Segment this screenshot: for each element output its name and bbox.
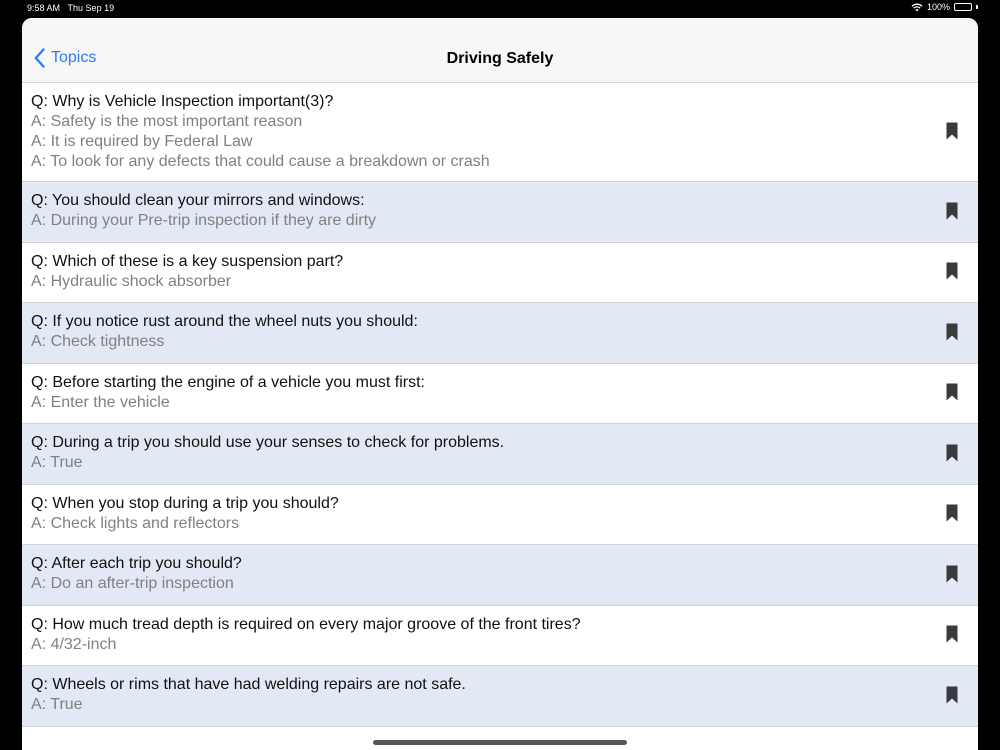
answer-text: A: Do an after-trip inspection — [31, 575, 234, 592]
question-list — [22, 83, 978, 727]
question-text: Q: How much tread depth is required on every major groove of the front tires? — [31, 615, 581, 633]
bookmark-icon[interactable] — [946, 262, 958, 280]
wifi-icon — [911, 3, 923, 12]
status-date: Thu Sep 19 — [67, 3, 115, 13]
status-bar — [0, 0, 1000, 18]
list-item[interactable] — [22, 666, 978, 727]
bookmark-icon[interactable] — [946, 625, 958, 643]
question-text: Q: Before starting the engine of a vehicle you must first: — [31, 373, 425, 391]
navigation-bar — [22, 18, 978, 83]
list-item[interactable] — [22, 424, 978, 485]
bookmark-icon[interactable] — [946, 202, 958, 220]
home-indicator[interactable] — [373, 740, 627, 745]
answer-text: A: Check tightness — [31, 333, 165, 350]
answer-text: A: True — [31, 454, 83, 471]
question-text: Q: You should clean your mirrors and windows: — [31, 192, 365, 209]
list-item[interactable] — [22, 83, 978, 182]
list-item[interactable] — [22, 243, 978, 304]
answer-text: A: Hydraulic shock absorber — [31, 272, 232, 290]
answer-text: A: Enter the vehicle — [31, 393, 170, 411]
back-button-label: Topics — [51, 49, 97, 66]
status-clock: 9:58 AM — [27, 3, 61, 13]
answer-text: A: During your Pre-trip inspection if they are dirty — [31, 212, 377, 229]
main-sheet — [22, 18, 978, 750]
bookmark-icon[interactable] — [946, 122, 958, 140]
bookmark-icon[interactable] — [946, 565, 958, 583]
answer-text: A: It is required by Federal Law — [31, 133, 253, 150]
answer-text: A: Safety is the most important reason — [31, 113, 303, 130]
list-item[interactable] — [22, 606, 978, 667]
status-indicators — [911, 2, 978, 12]
bookmark-icon[interactable] — [946, 383, 958, 401]
question-text: Q: After each trip you should? — [31, 555, 242, 572]
question-text: Q: If you notice rust around the wheel nuts you should: — [31, 313, 418, 330]
answer-text: A: To look for any defects that could cause a breakdown or crash — [31, 153, 490, 170]
question-text: Q: Which of these is a key suspension part? — [31, 252, 344, 270]
page-title: Driving Safely — [446, 50, 554, 67]
battery-icon — [954, 3, 972, 11]
list-item[interactable] — [22, 303, 978, 364]
list-item[interactable] — [22, 485, 978, 546]
question-text: Q: During a trip you should use your senses to check for problems. — [31, 434, 505, 451]
list-item[interactable] — [22, 545, 978, 606]
answer-text: A: Check lights and reflectors — [31, 514, 240, 532]
status-time — [27, 3, 114, 13]
question-text: Q: Why is Vehicle Inspection important(3)? — [31, 93, 334, 110]
question-text: Q: When you stop during a trip you should? — [31, 494, 339, 512]
bookmark-icon[interactable] — [946, 323, 958, 341]
battery-percent: 100% — [926, 2, 950, 12]
question-text: Q: Wheels or rims that have had welding repairs are not safe. — [31, 676, 466, 693]
list-item[interactable] — [22, 364, 978, 425]
answer-text: A: True — [31, 696, 83, 713]
battery-tip — [976, 5, 978, 9]
list-item[interactable] — [22, 182, 978, 243]
answer-text: A: 4/32-inch — [31, 635, 117, 653]
bookmark-icon[interactable] — [946, 444, 958, 462]
bookmark-icon[interactable] — [946, 686, 958, 704]
bookmark-icon[interactable] — [946, 504, 958, 522]
